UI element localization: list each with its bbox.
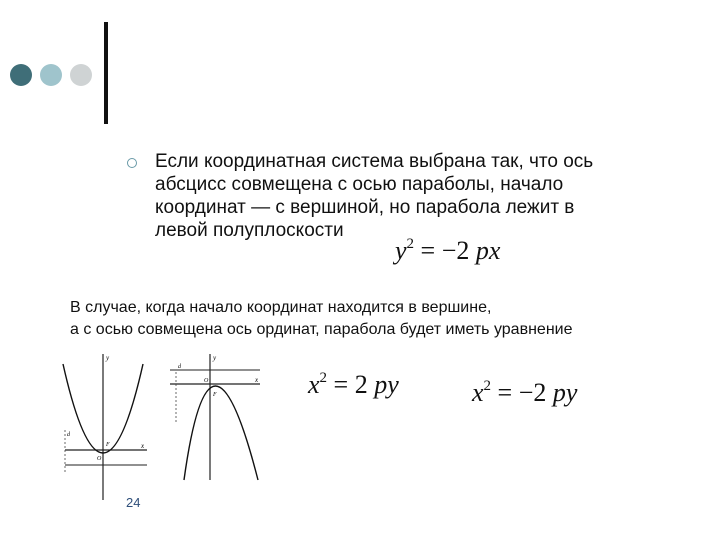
formula1-lhs: y [395, 236, 407, 265]
right-label-f: F [213, 392, 217, 398]
para2-line-1: В случае, когда начало координат находится в вершине, [70, 299, 492, 316]
bullet-line-3: координат — с вершиной, но парабола лежит в [155, 197, 575, 218]
vertical-divider [104, 22, 108, 124]
formula-left-parabola [395, 236, 500, 266]
formula1-op: = −2 [414, 236, 470, 265]
left-label-x: x [141, 442, 145, 450]
formula3-rhs: py [552, 378, 578, 407]
page-number: 24 [126, 495, 141, 510]
dot-dark [10, 64, 32, 86]
right-label-o: O [204, 378, 209, 384]
left-label-y: y [106, 354, 110, 362]
right-label-x: x [255, 376, 259, 384]
para2-line-2: а с осью совмещена ось ординат, парабола будет иметь уравнение [70, 321, 573, 338]
bullet-paragraph [155, 150, 675, 242]
paragraph-vertex-case [70, 297, 710, 341]
formula-upward-parabola [308, 370, 399, 400]
graph-upward-parabola [55, 352, 155, 502]
left-label-f: F [106, 442, 110, 448]
formula2-op: = 2 [327, 370, 368, 399]
formula-downward-parabola [472, 378, 577, 408]
decorative-dots [10, 64, 92, 86]
formula2-rhs: py [374, 370, 399, 399]
dot-medium [40, 64, 62, 86]
bullet-line-4: левой полуплоскости [155, 220, 344, 241]
left-label-d: d [67, 432, 70, 438]
formula3-lhs: x [472, 378, 484, 407]
right-parabola-curve [184, 386, 258, 480]
formula1-exp: 2 [406, 236, 415, 252]
graph-downward-parabola [162, 352, 272, 482]
formula2-lhs: x [308, 370, 320, 399]
right-label-y: y [213, 354, 217, 362]
formula1-rhs: px [475, 236, 501, 265]
bullet-line-1: Если координатная система выбрана так, что ось [155, 151, 594, 172]
bullet-line-2: абсцисс совмещена с осью параболы, начало [155, 174, 564, 195]
left-label-o: O [97, 456, 102, 462]
formula3-exp: 2 [483, 378, 492, 394]
bullet-circle-icon [127, 158, 137, 168]
formula2-exp: 2 [319, 370, 328, 386]
dot-light [70, 64, 92, 86]
right-label-d: d [178, 364, 181, 370]
formula3-op: = −2 [491, 378, 547, 407]
